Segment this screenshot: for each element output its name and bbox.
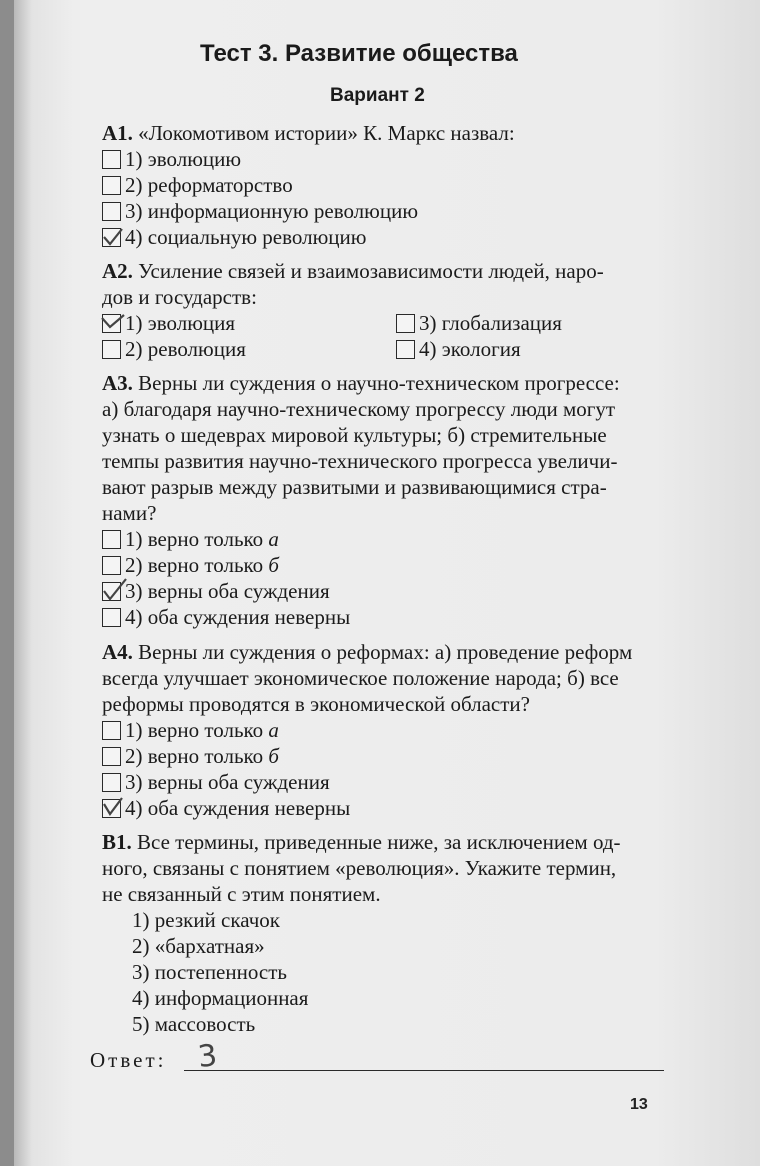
question-b1-text-line-1: В1. Все термины, приведенные ниже, за исключением од- (102, 830, 621, 854)
checkbox-checked[interactable] (102, 314, 121, 333)
question-a3-text-line-2: а) благодаря научно-техническому прогрессу люди могут (102, 397, 616, 421)
a1-option-2[interactable]: 2) реформаторство (102, 173, 293, 198)
checkbox[interactable] (102, 608, 121, 627)
checkbox-checked[interactable] (102, 582, 121, 601)
a4-option-4[interactable]: 4) оба суждения неверны (102, 796, 350, 821)
check-mark-icon (100, 309, 126, 335)
a4-option-2[interactable]: 2) верно только б (102, 744, 279, 769)
question-b1-text-line-2: ного, связаны с понятием «революция». Укажите термин, (102, 856, 617, 880)
answer-field[interactable] (184, 1070, 664, 1071)
a3-option-2[interactable]: 2) верно только б (102, 553, 279, 578)
a2-option-1[interactable]: 1) эволюция (102, 311, 235, 336)
handwritten-answer: 3 (196, 1038, 219, 1075)
question-a4-text-line-2: всегда улучшает экономическое положение народа; б) все (102, 666, 619, 690)
a2-option-2[interactable]: 2) революция (102, 337, 246, 362)
question-a3-text-line-6: нами? (102, 501, 157, 525)
checkbox[interactable] (102, 721, 121, 740)
question-a3-text-line-5: вают разрыв между развитыми и развивающимися стра- (102, 475, 607, 499)
a4-option-1[interactable]: 1) верно только а (102, 718, 279, 743)
check-mark-icon (100, 794, 126, 820)
variant-label: Вариант 2 (330, 85, 425, 106)
checkbox[interactable] (102, 202, 121, 221)
a1-option-1[interactable]: 1) эволюцию (102, 147, 241, 172)
a1-option-4[interactable]: 4) социальную революцию (102, 225, 366, 250)
question-a4-text-line-1: А4. Верны ли суждения о реформах: а) проведение реформ (102, 640, 633, 664)
checkbox[interactable] (102, 150, 121, 169)
question-a3-text-line-4: темпы развития научно-технического прогресса увеличи- (102, 449, 618, 473)
b1-term-5: 5) массовость (132, 1012, 256, 1036)
question-b1-text-line-3: не связанный с этим понятием. (102, 882, 381, 906)
a2-option-3[interactable]: 3) глобализация (396, 311, 562, 336)
question-a2-text-line-1: А2. Усиление связей и взаимозависимости людей, наро- (102, 259, 604, 283)
checkbox[interactable] (102, 530, 121, 549)
b1-term-4: 4) информационная (132, 986, 309, 1010)
page-number: 13 (630, 1096, 648, 1113)
a4-option-3[interactable]: 3) верны оба суждения (102, 770, 330, 795)
question-a3-text-line-1: А3. Верны ли суждения о научно-техническом прогрессе: (102, 371, 620, 395)
checkbox[interactable] (102, 556, 121, 575)
checkbox-checked[interactable] (102, 228, 121, 247)
question-a2-text-line-2: дов и государств: (102, 285, 257, 309)
b1-term-2: 2) «бархатная» (132, 934, 265, 958)
checkbox[interactable] (396, 314, 415, 333)
page-title: Тест 3. Развитие общества (200, 40, 518, 67)
check-mark-icon (100, 577, 130, 607)
b1-term-3: 3) постепенность (132, 960, 287, 984)
question-a1-text: А1. «Локомотивом истории» К. Маркс назвал: (102, 121, 515, 145)
a2-option-4[interactable]: 4) экология (396, 337, 521, 362)
checkbox[interactable] (102, 747, 121, 766)
checkbox[interactable] (102, 176, 121, 195)
answer-label: Ответ: (90, 1048, 167, 1072)
a3-option-4[interactable]: 4) оба суждения неверны (102, 605, 350, 630)
question-a4-text-line-3: реформы проводятся в экономической области? (102, 692, 530, 716)
a1-option-3[interactable]: 3) информационную революцию (102, 199, 418, 224)
page (14, 0, 760, 1166)
checkbox[interactable] (396, 340, 415, 359)
a3-option-1[interactable]: 1) верно только а (102, 527, 279, 552)
check-mark-icon (100, 223, 126, 249)
question-a3-text-line-3: узнать о шедеврах мировой культуры; б) стремительные (102, 423, 607, 447)
b1-term-1: 1) резкий скачок (132, 908, 280, 932)
checkbox[interactable] (102, 340, 121, 359)
a3-option-3[interactable]: 3) верны оба суждения (102, 579, 330, 604)
checkbox[interactable] (102, 773, 121, 792)
checkbox-checked[interactable] (102, 799, 121, 818)
